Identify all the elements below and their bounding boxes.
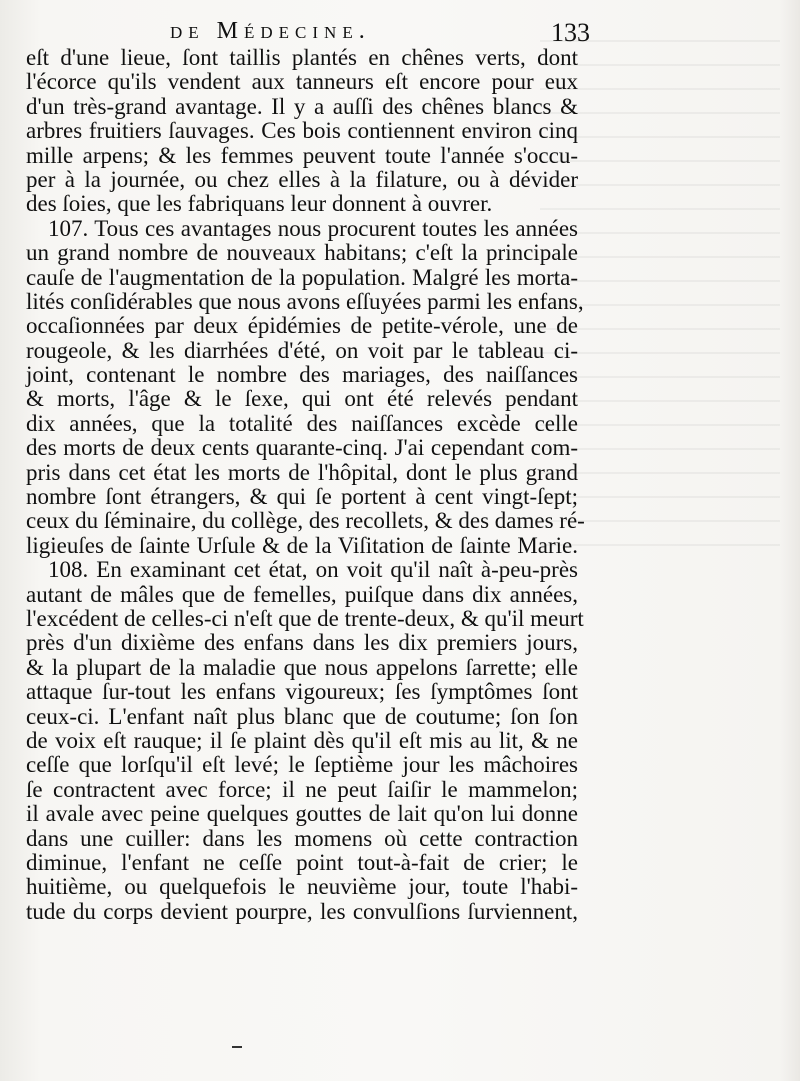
text-line: tude du corps devient pourpre, les convulſions ſurviennent, [26, 898, 578, 924]
text-line: l'excédent de celles-ci n'eſt que de trente-deux, & qu'il meurt [26, 605, 584, 631]
text-line: lités conſidérables que nous avons eſſuyées parmi les enfans, [26, 288, 584, 314]
text-line: des morts de deux cents quarante-cinq. J'ai cependant com- [26, 435, 578, 461]
text-line: & la plupart de la maladie que nous appelons ſarrette; elle [26, 654, 578, 680]
text-line: per à la journée, ou chez elles à la filature, ou à dévider [26, 166, 578, 192]
text-line: ceux-ci. L'enfant naît plus blanc que de coutume; ſon ſon [26, 703, 578, 729]
text-line: autant de mâles que de femelles, puiſque dans dix années, [26, 581, 578, 607]
text-line: de voix eſt rauque; il ſe plaint dès qu'il eſt mis au lit, & ne [26, 727, 578, 753]
body-text [26, 45, 585, 924]
text-line: mille arpens; & les femmes peuvent toute l'année s'occu- [26, 142, 578, 168]
text-line: arbres fruitiers ſauvages. Ces bois contiennent environ cinq [26, 118, 578, 144]
text-line: diminue, l'enfant ne ceſſe point tout-à-fait de crier; le [26, 849, 578, 875]
text-line: occaſionnées par deux épidémies de petite-vérole, une de [26, 313, 578, 339]
text-line: ceſſe que lorſqu'il eſt levé; le ſeptième jour les mâchoires [26, 752, 578, 778]
running-title: de Médecine. [170, 18, 371, 44]
page-header [170, 14, 590, 48]
text-line: attaque ſur-tout les enfans vigoureux; ſes ſymptômes ſont [26, 679, 578, 705]
text-line: rougeole, & les diarrhées d'été, on voit par le tableau ci- [26, 337, 578, 363]
text-line: huitième, ou quelquefois le neuvième jour, toute l'habi- [26, 874, 578, 900]
text-line: dix années, que la totalité des naiſſances excède celle [26, 410, 578, 436]
text-line: ligieuſes de ſainte Urſule & de la Viſitation de ſainte Marie. [26, 532, 578, 558]
text-line: l'écorce qu'ils vendent aux tanneurs eſt encore pour eux [26, 69, 578, 95]
text-line: & morts, l'âge & le ſexe, qui ont été relevés pendant [26, 386, 578, 412]
text-line: il avale avec peine quelques gouttes de lait qu'on lui donne [26, 801, 578, 827]
text-line: ceux du ſéminaire, du collège, des recollets, & des dames ré- [26, 508, 585, 534]
text-line: un grand nombre de nouveaux habitans; c'eſt la principale [26, 240, 578, 266]
text-line: ſe contractent avec force; il ne peut ſaiſir le mammelon; [26, 776, 578, 802]
text-line: dans une cuiller: dans les momens où cette contraction [26, 825, 578, 851]
stray-ink-mark [232, 1046, 242, 1048]
text-line: près d'un dixième des enfans dans les dix premiers jours, [26, 630, 578, 656]
text-line: des ſoies, que les fabriquans leur donnent à ouvrer. [26, 191, 493, 217]
text-line: eſt d'une lieue, ſont taillis plantés en chênes verts, dont [26, 45, 578, 70]
text-line: d'un très-grand avantage. Il y a auſſi des chênes blancs & [26, 93, 578, 119]
text-line: nombre ſont étrangers, & qui ſe portent à cent vingt-ſept; [26, 484, 578, 510]
page-number: 133 [551, 18, 590, 47]
paragraph-107-start: 107. Tous ces avantages nous procurent toutes les années [48, 215, 578, 241]
paragraph-108-start: 108. En examinant cet état, on voit qu'il naît à-peu-près [48, 557, 578, 583]
text-line: cauſe de l'augmentation de la population. Malgré les morta- [26, 264, 578, 290]
text-line: pris dans cet état les morts de l'hôpital, dont le plus grand [26, 459, 578, 485]
text-line: joint, contenant le nombre des mariages, des naiſſances [26, 362, 578, 388]
